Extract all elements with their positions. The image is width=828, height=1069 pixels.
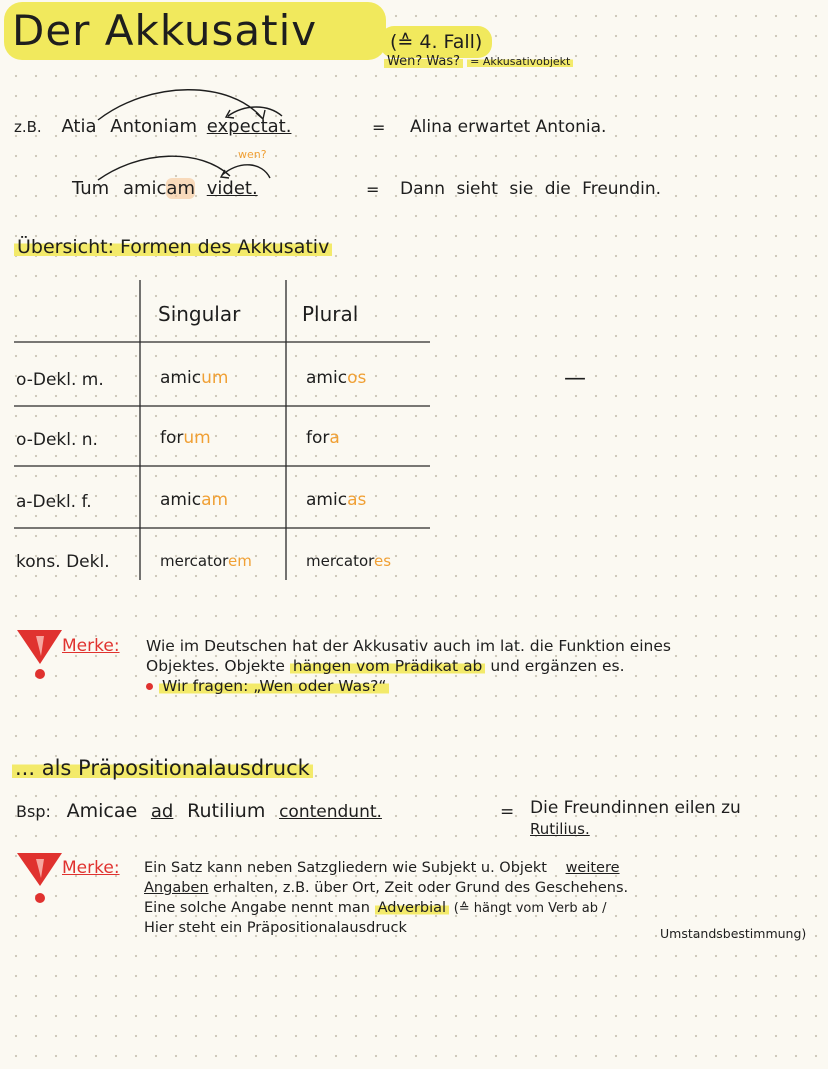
prep-translation-1: Die Freundinnen eilen zu	[530, 798, 741, 818]
example-2-translation: Dann sieht sie die Freundin.	[400, 179, 662, 199]
col-plural: Plural	[302, 302, 359, 326]
stray-dash: —	[564, 366, 586, 391]
example-2-eq: =	[366, 180, 380, 199]
example-2-question: wen?	[238, 148, 267, 161]
row-label: a-Dekl. f.	[16, 492, 92, 512]
example-1-eq: =	[372, 118, 386, 137]
plural-form: mercatores	[306, 552, 392, 570]
example-1-translation: Alina erwartet Antonia.	[410, 117, 607, 137]
plural-form: fora	[306, 428, 340, 448]
merke-2-label: Merke:	[62, 858, 120, 878]
col-singular: Singular	[158, 302, 241, 326]
plural-form: amicas	[306, 490, 367, 510]
merke-1-line-2: Objektes. Objekte hängen vom Prädikat ab und ergänzen es.	[146, 657, 625, 675]
merke-2-line-4-right: Umstandsbestimmung)	[660, 926, 807, 941]
merke-1-line-3: Wir fragen: „Wen oder Was?“	[146, 677, 389, 695]
question-note: Wen? Was? = Akkusativobjekt	[384, 54, 573, 69]
page-title: Der Akkusativ	[4, 2, 386, 60]
singular-form: amicum	[160, 368, 229, 388]
prep-translation-2: Rutilius.	[530, 820, 590, 838]
row-label: kons. Dekl.	[16, 552, 110, 572]
merke-2-line-4: Hier steht ein Präpositionalausdruck	[144, 920, 407, 936]
row-label: o-Dekl. n.	[16, 430, 98, 450]
example-1: z.B. Atia Antoniam expectat.	[14, 116, 292, 137]
prep-example: Bsp: Amicae ad Rutilium contendunt.	[16, 800, 382, 822]
singular-form: mercatorem	[160, 552, 252, 570]
prep-heading: ... als Präpositionalausdruck	[12, 756, 313, 780]
merke-1-label: Merke:	[62, 636, 120, 656]
merke-2-line-1: Ein Satz kann neben Satzgliedern wie Subjekt u. Objekt weitere	[144, 860, 620, 876]
merke-2-line-3: Eine solche Angabe nennt man Adverbial (≙ hängt vom Verb ab /	[144, 900, 607, 916]
case-note: (≙ 4. Fall)	[380, 26, 492, 58]
plural-form: amicos	[306, 368, 367, 388]
example-2: Tum amicam videt.	[72, 178, 258, 199]
singular-form: amicam	[160, 490, 229, 510]
merke-1-line-1: Wie im Deutschen hat der Akkusativ auch im lat. die Funktion eines	[146, 637, 671, 655]
singular-form: forum	[160, 428, 211, 448]
prep-eq: =	[500, 802, 515, 822]
overview-heading: Übersicht: Formen des Akkusativ	[14, 236, 332, 258]
row-label: o-Dekl. m.	[16, 370, 104, 390]
merke-2-line-2: Angaben erhalten, z.B. über Ort, Zeit oder Grund des Geschehens.	[144, 880, 629, 896]
